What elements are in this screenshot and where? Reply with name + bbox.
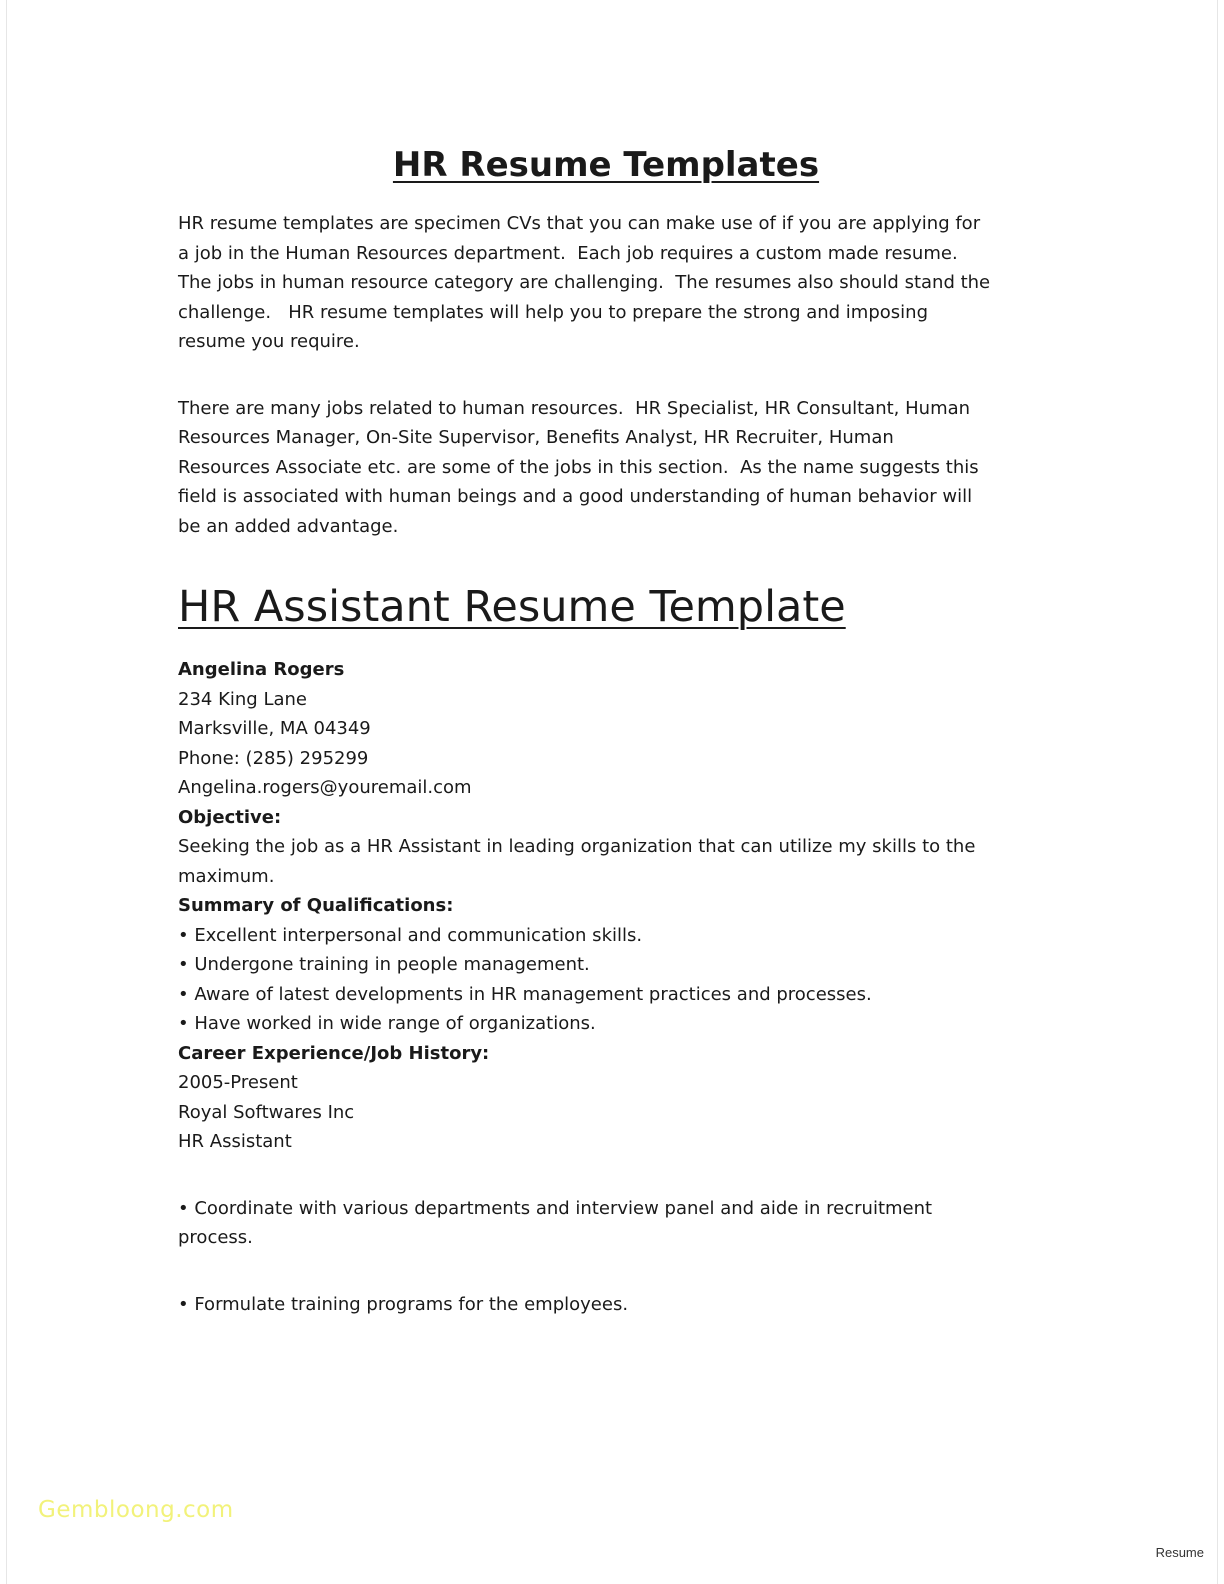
- intro-line: resume you require.: [178, 331, 360, 352]
- qualification-item: • Aware of latest developments in HR management practices and processes.: [178, 983, 872, 1005]
- watermark-logo: Gembloong.com: [38, 1497, 234, 1523]
- duty-item: process.: [178, 1227, 253, 1248]
- job-position: HR Assistant: [178, 1131, 292, 1152]
- job-company: Royal Softwares Inc: [178, 1101, 355, 1123]
- intro-line: a job in the Human Resources department. Each job requires a custom made resume.: [178, 242, 958, 264]
- intro-line: challenge. HR resume templates will help you to prepare the strong and imposing: [178, 301, 928, 323]
- qualification-item: • Excellent interpersonal and communication skills.: [178, 924, 643, 946]
- jobs-line: be an added advantage.: [178, 515, 399, 537]
- jobs-paragraph: [178, 394, 1058, 542]
- document-title: HR Resume Templates: [392, 145, 820, 185]
- spacer: [178, 1253, 1058, 1290]
- objective-text: maximum.: [178, 865, 275, 887]
- resume-template: [178, 655, 1058, 1319]
- address-line: Marksville, MA 04349: [178, 718, 371, 739]
- duty-item: • Formulate training programs for the employees.: [178, 1293, 629, 1315]
- objective-text: Seeking the job as a HR Assistant in leading organization that can utilize my skills to the: [178, 836, 976, 857]
- experience-heading: Career Experience/Job History:: [178, 1042, 490, 1064]
- jobs-line: Resources Manager, On-Site Supervisor, Benefits Analyst, HR Recruiter, Human: [178, 427, 894, 448]
- section-title: HR Assistant Resume Template: [178, 582, 846, 632]
- qualification-item: • Have worked in wide range of organizations.: [178, 1013, 596, 1034]
- email-address: Angelina.rogers@youremail.com: [178, 777, 472, 798]
- phone-number: Phone: (285) 295299: [178, 747, 369, 769]
- intro-line: HR resume templates are specimen CVs that you can make use of if you are applying for: [178, 213, 981, 234]
- qualification-item: • Undergone training in people management.: [178, 954, 590, 975]
- jobs-line: field is associated with human beings and a good understanding of human behavior will: [178, 486, 973, 507]
- intro-paragraph: [178, 209, 1058, 357]
- address-line: 234 King Lane: [178, 688, 307, 710]
- qualifications-heading: Summary of Qualifications:: [178, 895, 454, 916]
- spacer: [178, 1157, 1058, 1194]
- jobs-line: There are many jobs related to human resources. HR Specialist, HR Consultant, Human: [178, 397, 971, 419]
- document-body: [178, 140, 1058, 1319]
- jobs-line: Resources Associate etc. are some of the jobs in this section. As the name suggests this: [178, 456, 979, 478]
- intro-line: The jobs in human resource category are challenging. The resumes also should stand the: [178, 272, 991, 293]
- objective-heading: Objective:: [178, 806, 282, 828]
- duty-item: • Coordinate with various departments and interview panel and aide in recruitment: [178, 1197, 933, 1219]
- job-period: 2005-Present: [178, 1072, 298, 1093]
- footer-label: Resume: [1155, 1545, 1204, 1560]
- applicant-name: Angelina Rogers: [178, 659, 345, 680]
